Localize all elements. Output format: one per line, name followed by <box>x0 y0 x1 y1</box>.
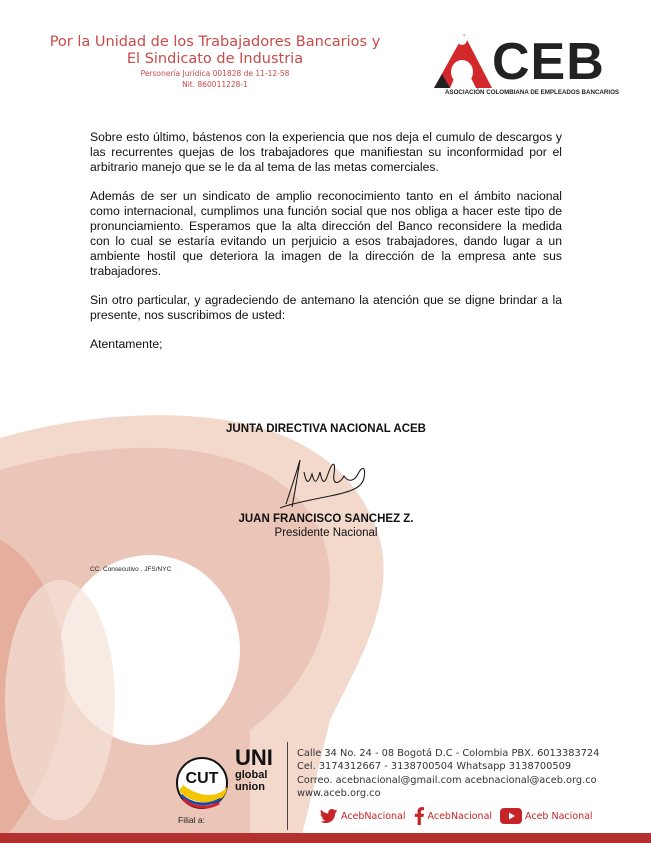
cut-logo-text: CUT <box>185 770 219 787</box>
closing: Atentamente; <box>90 337 163 351</box>
cc-reference: CC. Consecutivo . JFS/NYC <box>90 566 172 573</box>
footer-bar <box>0 833 651 843</box>
letter-body <box>90 130 562 366</box>
letterhead-text <box>40 34 390 90</box>
uni-logo <box>235 745 273 793</box>
aceb-logo-icon <box>432 32 494 92</box>
email[interactable]: Correo. acebnacional@gmail.com acebnacional@aceb.org.co <box>297 774 597 786</box>
twitter-handle: AcebNacional <box>341 810 406 822</box>
letterhead-line-2: El Sindicato de Industria <box>126 51 304 67</box>
signer-name: JUAN FRANCISCO SANCHEZ Z. <box>238 513 414 525</box>
twitter-link[interactable] <box>320 809 406 823</box>
uni-mark: UNI <box>235 745 273 770</box>
youtube-link[interactable] <box>500 808 593 824</box>
aceb-logo <box>432 30 630 100</box>
twitter-icon <box>320 809 338 823</box>
facebook-handle: AcebNacional <box>427 810 493 822</box>
tax-id: Nit. 860011228-1 <box>182 80 248 89</box>
paragraph-2: Además de ser un sindicato de amplio reconocimiento tanto en el ámbito nacional como internacional, cumplimos una función social que nos obliga a hacer este tipo de pronunciamiento. Esperamos que la alta dirección del Banco reconsidere la medida con lo cual se estaría evitando un perjuicio a esos trabajadores, dando lugar a un ambiente hostil que deteriora la imagen de la dirección de la empresa ante sus trabajadores. <box>90 189 562 278</box>
board-title: JUNTA DIRECTIVA NACIONAL ACEB <box>226 423 426 435</box>
website-link[interactable]: www.aceb.org.co <box>297 787 381 799</box>
facebook-link[interactable] <box>414 807 493 825</box>
youtube-icon <box>500 808 522 824</box>
contact-block <box>297 747 599 800</box>
paragraph-3: Sin otro particular, y agradeciendo de antemano la atención que se digne brindar a la presente, nos suscribimos de usted: <box>90 293 562 322</box>
logo-word: CEB <box>492 33 605 91</box>
filial-label: Filial a: <box>178 815 205 825</box>
phones: Cel. 3174312667 - 3138700504 Whatsapp 3138700509 <box>297 761 572 773</box>
cut-logo <box>173 753 231 811</box>
social-links <box>320 806 601 826</box>
letterhead-line-1: Por la Unidad de los Trabajadores Bancarios y <box>49 34 381 50</box>
address: Calle 34 No. 24 - 08 Bogotá D.C - Colombia PBX. 6013383724 <box>297 748 600 759</box>
paragraph-1: Sobre esto último, bástenos con la experiencia que nos deja el cumulo de descargos y las recurrentes quejas de los trabajadores que manifiestan su inconformidad por el arbitrario manejo que se le da al tema de las metas comerciales. <box>90 130 562 174</box>
footer-divider <box>287 742 288 830</box>
uni-union: union <box>235 781 265 793</box>
legal-registration: Personería Jurídica 001828 de 11-12-58 <box>140 69 290 78</box>
uni-global: global <box>235 769 268 781</box>
facebook-icon <box>414 807 425 825</box>
youtube-handle: Aceb Nacional <box>525 810 593 822</box>
affiliate-logos <box>165 745 285 820</box>
signer-role: Presidente Nacional <box>274 527 378 539</box>
logo-subtitle: ASOCIACIÓN COLOMBIANA DE EMPLEADOS BANCARIOS <box>444 89 620 96</box>
handwritten-signature <box>270 452 390 512</box>
